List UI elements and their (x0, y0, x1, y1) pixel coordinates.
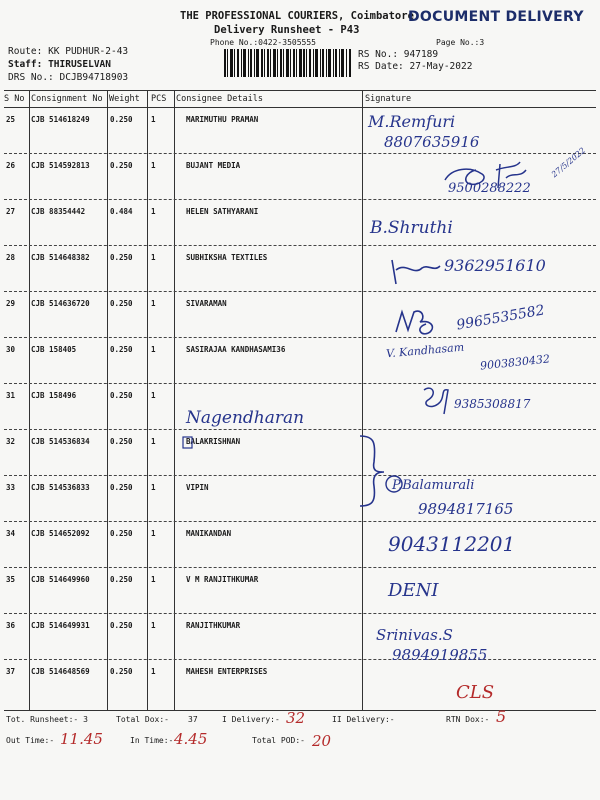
row-pcs: 1 (151, 621, 156, 630)
signature-25: M.Remfuri (368, 112, 456, 131)
signature-scribble-26 (440, 158, 550, 192)
row-weight: 0.250 (110, 115, 133, 124)
row-weight: 0.250 (110, 667, 133, 676)
row-consignee: SIVARAMAN (186, 299, 227, 308)
rs-no-label: RS No.: (358, 49, 399, 60)
row-pcs: 1 (151, 437, 156, 446)
row-sno: 25 (6, 115, 16, 124)
row-weight: 0.250 (110, 483, 133, 492)
route-line (8, 46, 128, 57)
signature-27: B.Shruthi (370, 218, 453, 238)
rs-date-value: 27-May-2022 (409, 61, 473, 72)
row-separator (4, 199, 596, 200)
signature-scribble-29 (392, 304, 452, 340)
row-separator (4, 521, 596, 522)
signature-scribble-28 (388, 254, 444, 288)
col-header-consignment: Consignment No (31, 94, 103, 104)
row-separator (4, 245, 596, 246)
row-sno: 29 (6, 299, 16, 308)
row-sno: 32 (6, 437, 16, 446)
row-consignment-no: CJB 88354442 (31, 207, 86, 216)
row-separator (4, 429, 596, 430)
row-consignment-no: CJB 514592813 (31, 161, 90, 170)
signature-36: Srinivas.S (376, 626, 453, 644)
rs-no-value: 947189 (403, 49, 439, 60)
row-consignee: V M RANJITHKUMAR (186, 575, 259, 584)
row-sno: 35 (6, 575, 16, 584)
row-consignee: MARIMUTHU PRAMAN (186, 115, 259, 124)
signature-35: DENI (388, 580, 439, 601)
row-weight: 0.250 (110, 299, 133, 308)
row-weight: 0.250 (110, 345, 133, 354)
col-header-weight: Weight (109, 94, 140, 104)
row-separator (4, 475, 596, 476)
handwritten-phone-28: 9362951610 (444, 256, 546, 275)
row-separator (4, 567, 596, 568)
row-separator (4, 337, 596, 338)
row-pcs: 1 (151, 575, 156, 584)
row-pcs: 1 (151, 207, 156, 216)
row-consignment-no: CJB 514649931 (31, 621, 90, 630)
row-pcs: 1 (151, 391, 156, 400)
signature-scribble-31 (418, 380, 458, 420)
row-consignment-no: CJB 158496 (31, 391, 77, 400)
handwritten-phone-36: 9894919855 (392, 646, 488, 664)
col-header-signature: Signature (365, 94, 412, 104)
row-weight: 0.250 (110, 575, 133, 584)
column-divider (29, 90, 30, 710)
company-title: THE PROFESSIONAL COURIERS, Coimbatore (180, 10, 414, 22)
row-consignee: SASIRAJAA KANDHASAMI36 (186, 345, 286, 354)
handwritten-phone-33: 9894817165 (418, 500, 514, 518)
drs-label: DRS No.: (8, 72, 54, 83)
row-consignee: MAHESH ENTERPRISES (186, 667, 268, 676)
signature-33: P.Balamurali (392, 478, 475, 493)
rs-date-label: RS Date: (358, 61, 404, 72)
col-header-sno: S No (4, 94, 25, 104)
handwritten-phone-29: 9965535582 (455, 302, 546, 334)
row-sno: 33 (6, 483, 16, 492)
column-divider (174, 90, 175, 710)
handwritten-phone-34: 9043112201 (388, 532, 516, 556)
out-time-value: 11.45 (60, 730, 103, 748)
row-pcs: 1 (151, 667, 156, 676)
table-header-rule (4, 107, 596, 108)
i-delivery-label: I Delivery:- (222, 715, 280, 724)
barcode (224, 49, 352, 77)
col-header-pcs: PCS (151, 94, 167, 104)
phone-number: Phone No.:0422-3505555 (210, 38, 316, 47)
row-weight: 0.484 (110, 207, 133, 216)
row-sno: 30 (6, 345, 16, 354)
row-consignment-no: CJB 514649960 (31, 575, 90, 584)
row-sno: 36 (6, 621, 16, 630)
row-weight: 0.250 (110, 161, 133, 170)
row-weight: 0.250 (110, 621, 133, 630)
rtn-mark: CLS (456, 682, 495, 703)
runsheet-title: Delivery Runsheet - P43 (214, 24, 360, 36)
row-consignment-no: CJB 514652092 (31, 529, 90, 538)
row-sno: 34 (6, 529, 16, 538)
row-weight: 0.250 (110, 529, 133, 538)
handwritten-name-31: Nagendharan (186, 408, 305, 428)
row-separator (4, 613, 596, 614)
rs-date-line (358, 61, 472, 72)
drs-value: DCJB94718903 (59, 72, 129, 83)
row-separator (4, 383, 596, 384)
row-consignment-no: CJB 158405 (31, 345, 77, 354)
route-label: Route: (8, 46, 43, 57)
row-sno: 31 (6, 391, 16, 400)
row-separator (4, 291, 596, 292)
bracket-mark (356, 432, 406, 508)
rtn-dox-label: RTN Dox:- (446, 715, 490, 724)
row-pcs: 1 (151, 529, 156, 538)
row-pcs: 1 (151, 345, 156, 354)
column-divider (147, 90, 148, 710)
row-consignment-no: CJB 514536833 (31, 483, 90, 492)
row-consignee: VIPIN (186, 483, 209, 492)
handwritten-date-26: 27/5/2022 (549, 145, 588, 180)
total-dox-value: 37 (188, 715, 198, 724)
staff-value: THIRUSELVAN (48, 59, 111, 70)
row-consignment-no: CJB 514648569 (31, 667, 90, 676)
handwritten-phone-30: 9003830432 (479, 352, 551, 373)
row-consignee: MANIKANDAN (186, 529, 232, 538)
handwritten-phone-26: 9500288222 (448, 181, 531, 196)
row-consignment-no: CJB 514648382 (31, 253, 90, 262)
row-pcs: 1 (151, 483, 156, 492)
row-sno: 27 (6, 207, 16, 216)
row-consignment-no: CJB 514536834 (31, 437, 90, 446)
total-pod-value: 20 (312, 732, 332, 750)
tot-runsheet: Tot. Runsheet:- 3 (6, 715, 88, 724)
page-number: Page No.:3 (436, 38, 485, 47)
i-delivery-value: 32 (286, 709, 306, 727)
row-consignee: RANJITHKUMAR (186, 621, 241, 630)
table-top-rule (4, 90, 596, 91)
column-divider (107, 90, 108, 710)
ii-delivery-label: II Delivery:- (332, 715, 395, 724)
total-dox-label: Total Dox:- (116, 715, 169, 724)
row-consignee: BUJANT MEDIA (186, 161, 241, 170)
signature-30: V. Kandhasam (385, 340, 465, 361)
row-sno: 37 (6, 667, 16, 676)
row-pcs: 1 (151, 115, 156, 124)
rs-no-line (358, 49, 438, 60)
row-separator (4, 153, 596, 154)
row-pcs: 1 (151, 299, 156, 308)
row-pcs: 1 (151, 253, 156, 262)
in-time-value: 4.45 (174, 730, 208, 748)
staff-line (8, 59, 111, 70)
row-weight: 0.250 (110, 391, 133, 400)
row-consignee: HELEN SATHYARANI (186, 207, 259, 216)
row-consignment-no: CJB 514636720 (31, 299, 90, 308)
row-sno: 28 (6, 253, 16, 262)
row-sno: 26 (6, 161, 16, 170)
drs-line (8, 72, 128, 83)
handwritten-phone-25: 8807635916 (384, 133, 480, 151)
row-separator (4, 659, 596, 660)
document-delivery-stamp: DOCUMENT DELIVERY (408, 9, 584, 25)
rtn-dox-value: 5 (496, 707, 507, 726)
row-consignee: BALAKRISHNAN (186, 437, 241, 446)
total-pod-label: Total POD:- (252, 736, 305, 745)
col-header-consignee: Consignee Details (176, 94, 263, 104)
route-value: KK PUDHUR-2-43 (48, 46, 129, 57)
row-weight: 0.250 (110, 253, 133, 262)
handwritten-phone-31: 9385308817 (454, 397, 531, 411)
row-pcs: 1 (151, 161, 156, 170)
out-time-label: Out Time:- (6, 736, 55, 745)
row-consignment-no: CJB 514618249 (31, 115, 90, 124)
row-consignee: SUBHIKSHA TEXTILES (186, 253, 268, 262)
in-time-label: In Time:- (130, 736, 174, 745)
row-weight: 0.250 (110, 437, 133, 446)
column-divider (362, 90, 363, 710)
handwritten-tick (182, 436, 194, 450)
staff-label: Staff: (8, 59, 43, 70)
